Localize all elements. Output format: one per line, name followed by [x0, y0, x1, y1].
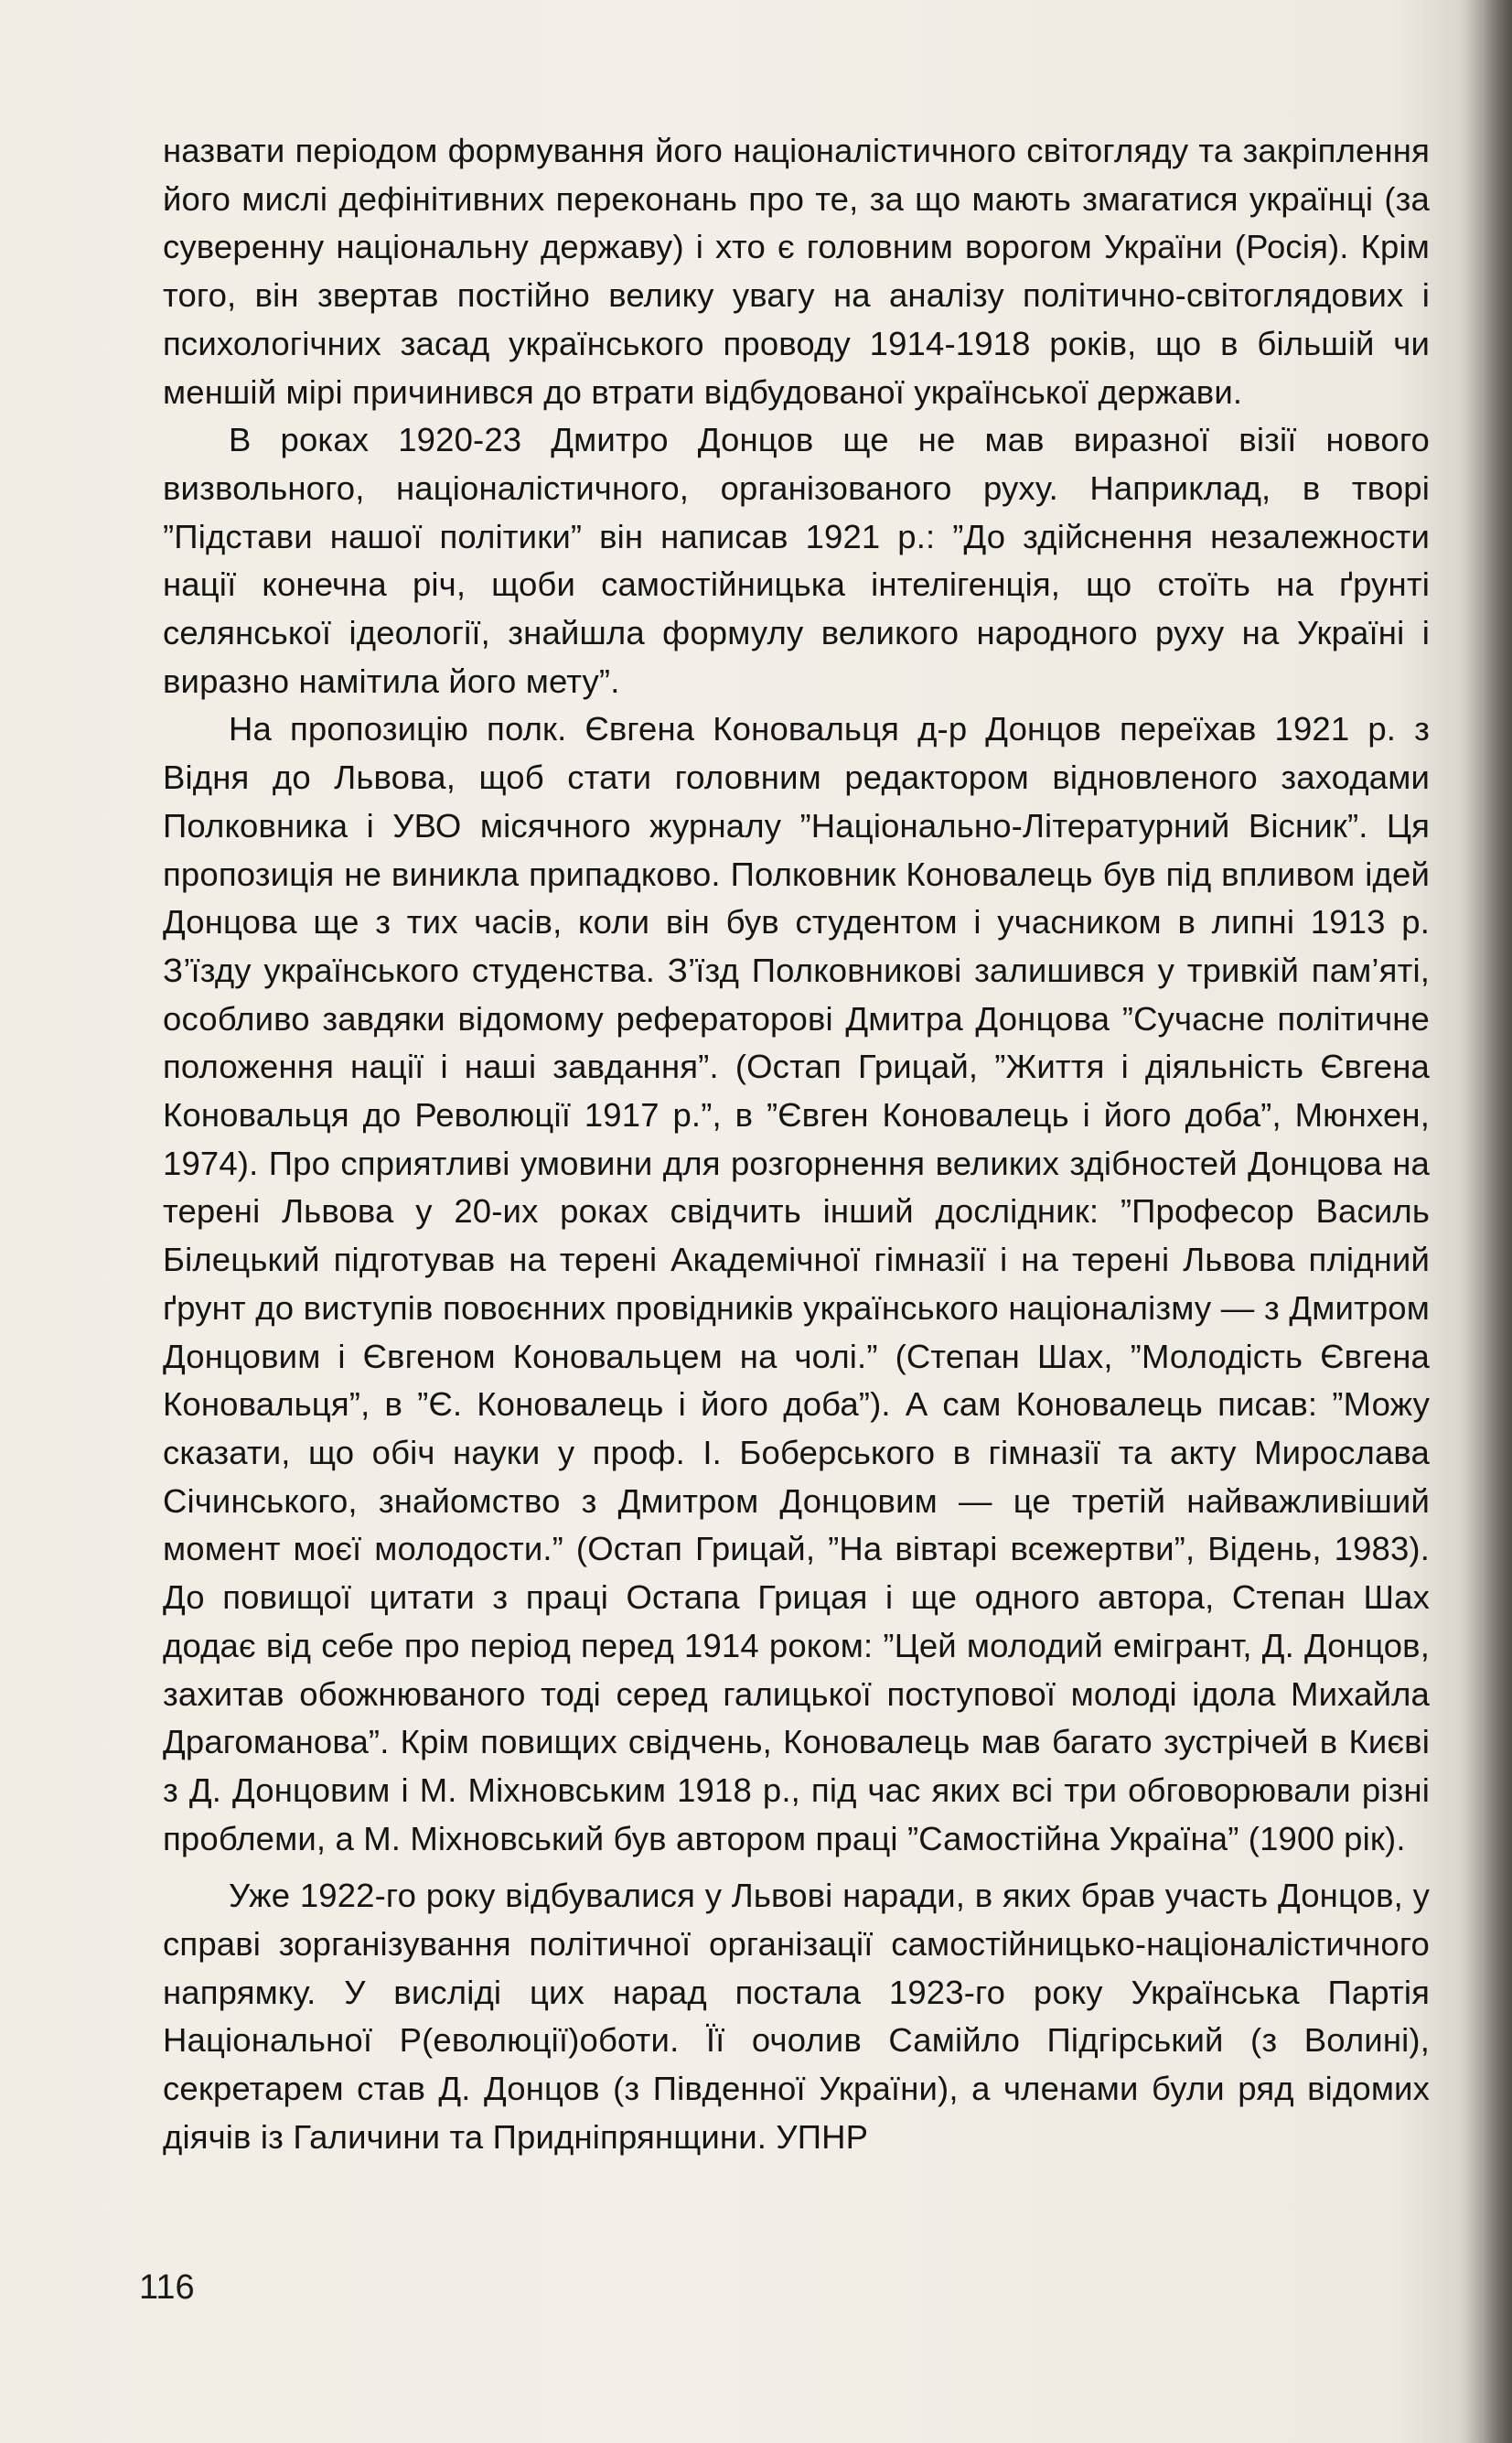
page-edge-shadow: [1459, 0, 1512, 2443]
paragraph-3: На пропозицію полк. Євгена Коновальця д-р Донцов переїхав 1921 р. з Відня до Львова, щоб стати головним редактором відновленого заходами Полковника і УВО місячного журналу ”Національно-Літературний Вісник”. Ця пропозиція не виникла припадково. Полковник Коновалець був під впливом ідей Донцова ще з тих часів, коли він був студентом і учасником в липні 1913 р. З’їзду українського студенства. З’їзд Полковникові залишився у тривкій пам’яті, особливо завдяки відомому рефераторові Дмитра Донцова ”Сучасне політичне положення нації і наші завдання”. (Остап Грицай, ”Життя і діяльність Євгена Коновальця до Революції 1917 р.”, в ”Євген Коновалець і його доба”, Мюнхен, 1974). Про сприятливі умовини для розгорнення великих здібностей Донцова на терені Львова у 20-их роках свідчить інший дослідник: ”Професор Василь Білецький підготував на терені Академічної гімназії і на терені Львова плідний ґрунт до виступів повоєнних провідників українського націоналізму — з Дмитром Донцовим і Євгеном Коновальцем на чолі.” (Степан Шах, ”Молодість Євгена Коновальця”, в ”Є. Коновалець і його доба”). А сам Коновалець писав: ”Можу сказати, що обіч науки у проф. І. Боберського в гімназії та акту Мирослава Січинського, знайомство з Дмитром Донцовим — це третій найважливіший момент моєї молодости.” (Остап Грицай, ”На вівтарі всежертви”, Відень, 1983). До повищої цитати з праці Остапа Грицая і ще одного автора, Степан Шах додає від себе про період перед 1914 роком: ”Цей молодий емігрант, Д. Донцов, захитав обожнюваного тоді серед галицької поступової молоді ідола Михайла Драгоманова”. Крім повищих свідчень, Коновалець мав багато зустрічей в Києві з Д. Донцовим і М. Міхновським 1918 р., під час яких всі три обговорювали різні проблеми, а М. Міхновський був автором праці ”Самостійна Україна” (1900 рік).: [163, 710, 1430, 1857]
page-number: 116: [139, 2268, 195, 2307]
paragraph-2: В роках 1920-23 Дмитро Донцов ще не мав виразної візії нового визвольного, націоналістичного, організованого руху. Наприклад, в творі ”Підстави нашої політики” він написав 1921 р.: ”До здійснення незалежности нації конечна річ, щоби самостійницька інтелігенція, що стоїть на ґрунті селянської ідеології, знайшла формулу великого народного руху на Україні і виразно намітила його мету”.: [163, 421, 1430, 700]
body-text: [163, 127, 1430, 2162]
paragraph-4: Уже 1922-го року відбувалися у Львові наради, в яких брав участь Донцов, у справі зорганізування політичної організації самостійницько-націоналістичного напрямку. У висліді цих нарад постала 1923-го року Українська Партія Національної Р(еволюції)оботи. Її очолив Самійло Підгірський (з Волині), секретарем став Д. Донцов (з Південної України), а членами були ряд відомих діячів із Галичини та Придніпрянщини. УПНР: [163, 1877, 1430, 2156]
paragraph-1: назвати періодом формування його націоналістичного світогляду та закріплення його мислі дефінітивних переконань про те, за що мають змагатися українці (за суверенну національну державу) і хто є головним ворогом України (Росія). Крім того, він звертав постійно велику увагу на аналізу політично-світоглядових і психологічних засад українського проводу 1914-1918 років, що в більшій чи меншій мірі причинився до втрати відбудованої української держави.: [163, 132, 1430, 411]
